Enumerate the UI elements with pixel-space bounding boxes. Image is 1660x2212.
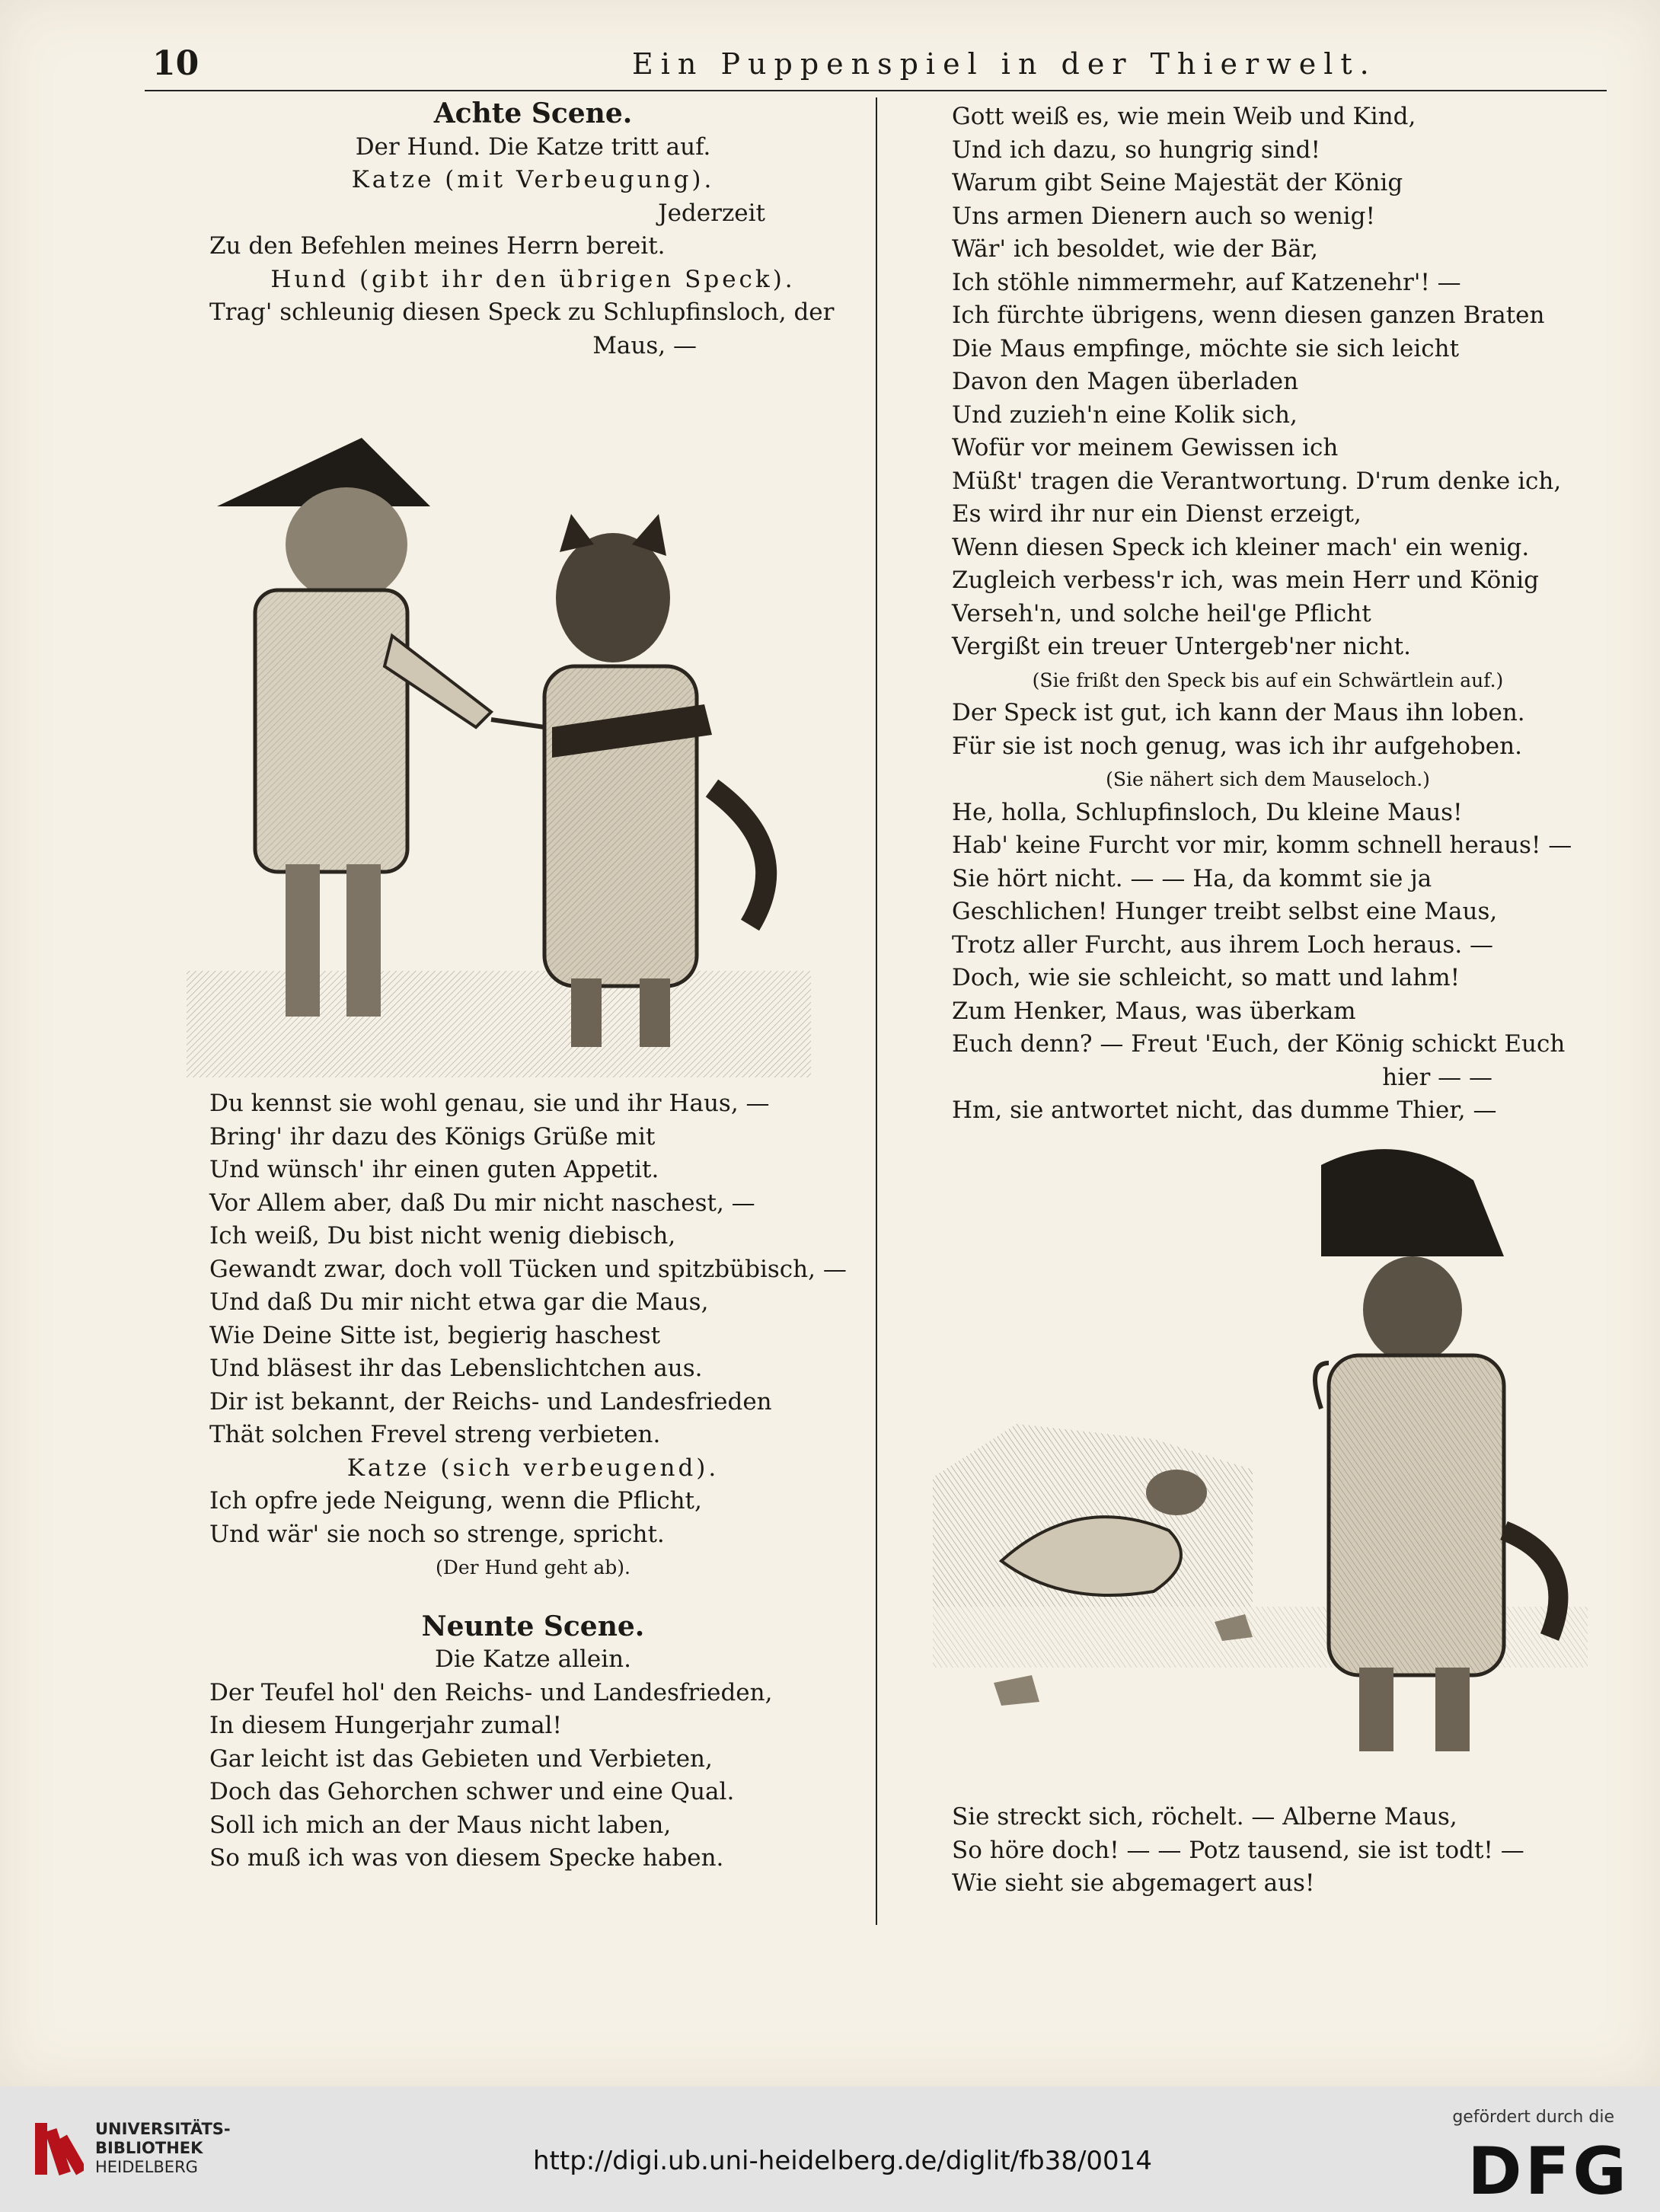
university-library-logo-icon bbox=[30, 2118, 84, 2179]
verse-line: Soll ich mich an der Maus nicht laben, bbox=[209, 1811, 672, 1839]
verse-line: Vor Allem aber, daß Du mir nicht naschest, — bbox=[209, 1189, 755, 1217]
right-column-top bbox=[952, 101, 1584, 1128]
verse-line: Müßt' tragen die Verantwortung. D'rum denke ich, bbox=[952, 467, 1562, 495]
katze-cue: Katze (sich verbeugend). bbox=[346, 1454, 720, 1482]
verse-line: Wie sieht sie abgemagert aus! bbox=[952, 1869, 1315, 1897]
right-column-bottom bbox=[952, 1801, 1584, 1901]
verse-line: In diesem Hungerjahr zumal! bbox=[209, 1712, 562, 1739]
verse-line: Wär' ich besoldet, wie der Bär, bbox=[952, 235, 1319, 263]
hund-cue: Hund (gibt ihr den übrigen Speck). bbox=[270, 265, 796, 293]
verse-line: Hm, sie antwortet nicht, das dumme Thier, — bbox=[952, 1096, 1497, 1124]
verse-line: Und zuzieh'n eine Kolik sich, bbox=[952, 401, 1298, 429]
verse-line: Gott weiß es, wie mein Weib und Kind, bbox=[952, 103, 1416, 130]
verse-line: Trotz aller Furcht, aus ihrem Loch heraus. — bbox=[952, 930, 1494, 959]
verse-line: Der Teufel hol' den Reichs- und Landesfrieden, bbox=[209, 1678, 773, 1706]
katze-cue: Katze (mit Verbeugung). bbox=[351, 166, 715, 193]
header-rule bbox=[145, 90, 1607, 91]
verse-line: Zum Henker, Maus, was überkam bbox=[952, 997, 1356, 1025]
verse-line: Bring' ihr dazu des Königs Grüße mit bbox=[209, 1122, 656, 1151]
column-divider bbox=[876, 97, 877, 1925]
verse-line: Und bläsest ihr das Lebenslichtchen aus. bbox=[209, 1355, 703, 1382]
verse-line: Und daß Du mir nicht etwa gar die Maus, bbox=[209, 1288, 709, 1316]
dog-cat-engraving bbox=[187, 392, 811, 1077]
verse-line: Und wünsch' ihr einen guten Appetit. bbox=[209, 1156, 659, 1183]
verse-line: Ich stöhle nimmermehr, auf Katzenehr'! — bbox=[952, 268, 1461, 296]
stage-direction: (Der Hund geht ab). bbox=[436, 1556, 630, 1578]
verse-line: Der Speck ist gut, ich kann der Maus ihn loben. bbox=[952, 699, 1525, 726]
viewer-footer bbox=[0, 2086, 1660, 2212]
cat-mouse-engraving bbox=[925, 1135, 1595, 1774]
permalink-url[interactable]: http://digi.ub.uni-heidelberg.de/diglit/fb38/0014 bbox=[533, 2146, 1152, 2176]
verse-line: Euch denn? — Freut 'Euch, der König schickt Euch bbox=[952, 1030, 1566, 1058]
verse-line: Dir ist bekannt, der Reichs- und Landesfrieden bbox=[209, 1387, 772, 1416]
verse-line: Und ich dazu, so hungrig sind! bbox=[952, 136, 1320, 164]
verse-line: Maus, — bbox=[592, 331, 697, 359]
verse-line: Ich weiß, Du bist nicht wenig diebisch, bbox=[209, 1222, 676, 1250]
verse-line: Vergißt ein treuer Untergeb'ner nicht. bbox=[952, 633, 1411, 660]
stage-direction: (Sie nähert sich dem Mauseloch.) bbox=[1106, 768, 1430, 790]
verse-line: Thät solchen Frevel streng verbieten. bbox=[209, 1421, 661, 1448]
left-column-top bbox=[209, 97, 857, 362]
verse-line: Zu den Befehlen meines Herrn bereit. bbox=[209, 232, 666, 260]
institution-name: UNIVERSITÄTS- BIBLIOTHEK HEIDELBERG bbox=[95, 2120, 231, 2176]
verse-line: Jederzeit bbox=[658, 199, 765, 227]
page-number: 10 bbox=[152, 44, 200, 83]
verse-line: Hab' keine Furcht vor mir, komm schnell heraus! — bbox=[952, 831, 1572, 859]
verse-line: Warum gibt Seine Majestät der König bbox=[952, 169, 1403, 196]
scene-9-title: Neunte Scene. bbox=[421, 1610, 645, 1642]
verse-line: Doch, wie sie schleicht, so matt und lahm! bbox=[952, 964, 1460, 991]
verse-line: Für sie ist noch genug, was ich ihr aufgehoben. bbox=[952, 732, 1522, 760]
scene-8-stage: Der Hund. Die Katze tritt auf. bbox=[355, 132, 711, 161]
verse-line: Ich opfre jede Neigung, wenn die Pflicht, bbox=[209, 1487, 702, 1515]
verse-line: Wofür vor meinem Gewissen ich bbox=[952, 434, 1339, 461]
verse-line: hier — — bbox=[1382, 1063, 1492, 1091]
sponsor-label: gefördert durch die bbox=[1452, 2108, 1614, 2127]
running-title: Ein Puppenspiel in der Thierwelt. bbox=[632, 47, 1377, 81]
verse-line: Es wird ihr nur ein Dienst erzeigt, bbox=[952, 500, 1362, 528]
verse-line: Geschlichen! Hunger treibt selbst eine Maus, bbox=[952, 898, 1498, 925]
verse-line: Wenn diesen Speck ich kleiner mach' ein wenig. bbox=[952, 533, 1530, 561]
verse-line: Uns armen Dienern auch so wenig! bbox=[952, 202, 1375, 230]
verse-line: Verseh'n, und solche heil'ge Pflicht bbox=[952, 599, 1371, 627]
stage-direction: (Sie frißt den Speck bis auf ein Schwärtlein auf.) bbox=[1032, 669, 1504, 691]
verse-line: Davon den Magen überladen bbox=[952, 368, 1299, 395]
verse-line: So höre doch! — — Potz tausend, sie ist todt! — bbox=[952, 1836, 1524, 1864]
verse-line: Sie hört nicht. — — Ha, da kommt sie ja bbox=[952, 864, 1432, 892]
left-column-bottom bbox=[209, 1087, 857, 1875]
verse-line: Gewandt zwar, doch voll Tücken und spitzbübisch, — bbox=[209, 1255, 847, 1283]
verse-line: Und wär' sie noch so strenge, spricht. bbox=[209, 1520, 665, 1548]
verse-line: Du kennst sie wohl genau, sie und ihr Haus, — bbox=[209, 1090, 770, 1117]
verse-line: Die Maus empfinge, möchte sie sich leicht bbox=[952, 334, 1460, 362]
illustration-dog-and-cat bbox=[187, 392, 811, 1077]
verse-line: Wie Deine Sitte ist, begierig haschest bbox=[209, 1321, 661, 1349]
verse-line: He, holla, Schlupfinsloch, Du kleine Maus! bbox=[952, 798, 1463, 826]
verse-line: Doch das Gehorchen schwer und eine Qual. bbox=[209, 1778, 735, 1805]
verse-line: So muß ich was von diesem Specke haben. bbox=[209, 1844, 724, 1872]
verse-line: Trag' schleunig diesen Speck zu Schlupfinsloch, der bbox=[209, 298, 835, 326]
scene-8-title: Achte Scene. bbox=[433, 97, 633, 129]
verse-line: Zugleich verbess'r ich, was mein Herr und König bbox=[952, 567, 1540, 594]
verse-line: Sie streckt sich, röchelt. — Alberne Maus, bbox=[952, 1803, 1457, 1831]
dfg-logo: DFG bbox=[1467, 2134, 1630, 2210]
verse-line: Ich fürchte übrigens, wenn diesen ganzen Braten bbox=[952, 302, 1545, 329]
illustration-cat-and-mouse bbox=[925, 1135, 1595, 1774]
verse-line: Gar leicht ist das Gebieten und Verbieten, bbox=[209, 1744, 713, 1773]
scene-9-stage: Die Katze allein. bbox=[435, 1645, 631, 1673]
